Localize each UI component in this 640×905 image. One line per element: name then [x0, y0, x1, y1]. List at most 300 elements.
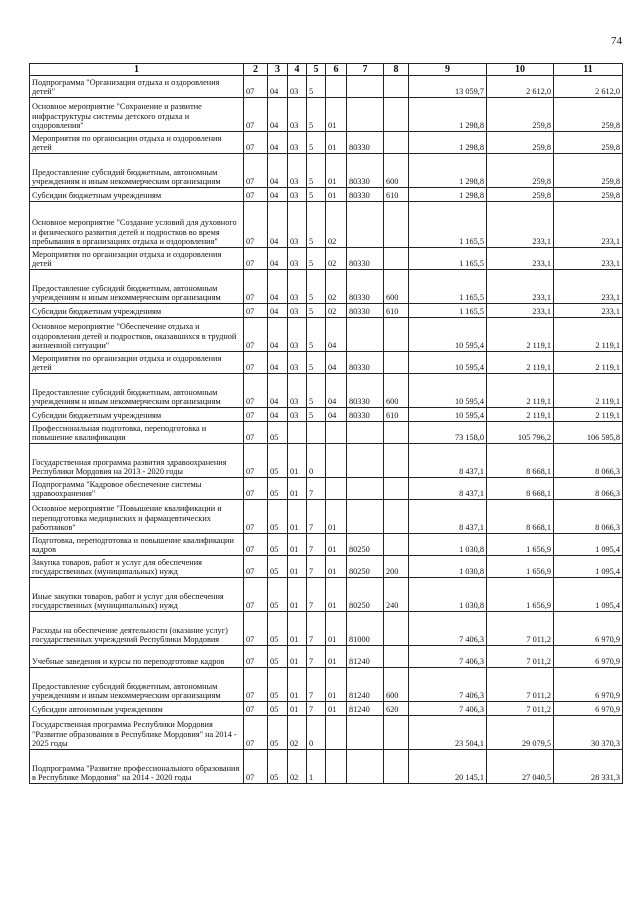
- row-label: Государственная программа Республики Мордовия "Развитие образования в Республике Мордовия" на 2014 - 2025 годы: [30, 716, 244, 750]
- code-cell: 04: [268, 304, 288, 318]
- code-cell: 01: [288, 444, 307, 478]
- amount-cell: 2 612,0: [487, 76, 554, 98]
- amount-cell: 7 011,2: [487, 612, 554, 646]
- code-cell: 07: [244, 76, 268, 98]
- code-cell: 7: [307, 578, 326, 612]
- code-cell: [288, 422, 307, 444]
- amount-cell: 259,8: [554, 98, 623, 132]
- code-cell: 600: [384, 668, 409, 702]
- row-label: Субсидии бюджетным учреждениям: [30, 408, 244, 422]
- code-cell: 01: [326, 500, 347, 534]
- code-cell: 80250: [347, 534, 384, 556]
- amount-cell: 105 796,2: [487, 422, 554, 444]
- code-cell: 04: [326, 352, 347, 374]
- code-cell: 02: [288, 716, 307, 750]
- table-row: [30, 270, 623, 304]
- amount-cell: 233,1: [487, 248, 554, 270]
- row-label: Основное мероприятие "Повышение квалификации и переподготовка медицинских и фармацевтических работников": [30, 500, 244, 534]
- code-cell: 07: [244, 750, 268, 784]
- amount-cell: 233,1: [554, 248, 623, 270]
- amount-cell: 29 079,5: [487, 716, 554, 750]
- code-cell: 7: [307, 500, 326, 534]
- code-cell: 07: [244, 374, 268, 408]
- code-cell: 05: [268, 556, 288, 578]
- code-cell: 07: [244, 202, 268, 248]
- row-label: Закупка товаров, работ и услуг для обеспечения государственных (муниципальных) нужд: [30, 556, 244, 578]
- code-cell: [384, 534, 409, 556]
- amount-cell: 6 970,9: [554, 646, 623, 668]
- amount-cell: 10 595,4: [409, 374, 487, 408]
- code-cell: 07: [244, 188, 268, 202]
- code-cell: [326, 478, 347, 500]
- row-label: Подпрограмма "Организация отдыха и оздоровления детей": [30, 76, 244, 98]
- row-label: Субсидии автономным учреждениям: [30, 702, 244, 716]
- code-cell: 07: [244, 534, 268, 556]
- code-cell: 5: [307, 374, 326, 408]
- code-cell: [384, 76, 409, 98]
- code-cell: 80330: [347, 248, 384, 270]
- table-row: [30, 408, 623, 422]
- amount-cell: 1 165,5: [409, 304, 487, 318]
- code-cell: 07: [244, 612, 268, 646]
- table-header-row: [30, 64, 623, 76]
- code-cell: [326, 76, 347, 98]
- code-cell: [307, 422, 326, 444]
- code-cell: 7: [307, 534, 326, 556]
- code-cell: 7: [307, 612, 326, 646]
- amount-cell: 1 656,9: [487, 556, 554, 578]
- code-cell: [347, 500, 384, 534]
- code-cell: [384, 500, 409, 534]
- code-cell: 80330: [347, 154, 384, 188]
- code-cell: 80330: [347, 188, 384, 202]
- code-cell: 01: [288, 500, 307, 534]
- code-cell: 07: [244, 318, 268, 352]
- code-cell: 07: [244, 98, 268, 132]
- code-cell: [347, 318, 384, 352]
- amount-cell: 1 165,5: [409, 202, 487, 248]
- code-cell: 04: [268, 76, 288, 98]
- code-cell: 01: [326, 646, 347, 668]
- amount-cell: 1 030,8: [409, 578, 487, 612]
- code-cell: [384, 352, 409, 374]
- code-cell: 7: [307, 478, 326, 500]
- amount-cell: 259,8: [487, 98, 554, 132]
- code-cell: [347, 422, 384, 444]
- row-label: Предоставление субсидий бюджетным, автономным учреждениям и иным некоммерческим организациям: [30, 374, 244, 408]
- amount-cell: 259,8: [554, 154, 623, 188]
- table-row: [30, 374, 623, 408]
- amount-cell: 7 011,2: [487, 702, 554, 716]
- code-cell: [384, 444, 409, 478]
- code-cell: [347, 202, 384, 248]
- amount-cell: 259,8: [487, 188, 554, 202]
- code-cell: 05: [268, 668, 288, 702]
- code-cell: 04: [268, 270, 288, 304]
- code-cell: 01: [326, 98, 347, 132]
- code-cell: 04: [268, 132, 288, 154]
- code-cell: 07: [244, 444, 268, 478]
- row-label: Иные закупки товаров, работ и услуг для обеспечения государственных (муниципальных) нужд: [30, 578, 244, 612]
- table-row: [30, 612, 623, 646]
- table-row: [30, 188, 623, 202]
- code-cell: 04: [268, 98, 288, 132]
- code-cell: 03: [288, 98, 307, 132]
- code-cell: 01: [326, 534, 347, 556]
- table-row: [30, 556, 623, 578]
- code-cell: 200: [384, 556, 409, 578]
- amount-cell: 2 119,1: [487, 318, 554, 352]
- amount-cell: 7 406,3: [409, 668, 487, 702]
- code-cell: [326, 444, 347, 478]
- code-cell: [384, 478, 409, 500]
- amount-cell: 8 668,1: [487, 444, 554, 478]
- code-cell: 07: [244, 304, 268, 318]
- amount-cell: 8 668,1: [487, 478, 554, 500]
- code-cell: 07: [244, 702, 268, 716]
- amount-cell: 233,1: [487, 202, 554, 248]
- code-cell: 05: [268, 478, 288, 500]
- code-cell: 5: [307, 318, 326, 352]
- code-cell: 5: [307, 98, 326, 132]
- code-cell: 5: [307, 408, 326, 422]
- code-cell: 80330: [347, 304, 384, 318]
- amount-cell: 8 437,1: [409, 444, 487, 478]
- row-label: Мероприятия по организации отдыха и оздоровления детей: [30, 352, 244, 374]
- amount-cell: 6 970,9: [554, 612, 623, 646]
- amount-cell: 6 970,9: [554, 702, 623, 716]
- page-number: 74: [611, 35, 622, 47]
- code-cell: 5: [307, 154, 326, 188]
- table-row: [30, 702, 623, 716]
- code-cell: 01: [326, 612, 347, 646]
- code-cell: 01: [326, 556, 347, 578]
- budget-table: [29, 63, 623, 784]
- code-cell: 5: [307, 76, 326, 98]
- amount-cell: 1 165,5: [409, 248, 487, 270]
- amount-cell: 10 595,4: [409, 352, 487, 374]
- amount-cell: 30 370,3: [554, 716, 623, 750]
- code-cell: 07: [244, 500, 268, 534]
- header-cell: 2: [244, 64, 268, 76]
- table-row: [30, 668, 623, 702]
- code-cell: 03: [288, 374, 307, 408]
- amount-cell: 2 612,0: [554, 76, 623, 98]
- code-cell: 02: [288, 750, 307, 784]
- code-cell: 02: [326, 304, 347, 318]
- code-cell: 05: [268, 500, 288, 534]
- code-cell: 7: [307, 556, 326, 578]
- code-cell: 600: [384, 374, 409, 408]
- code-cell: 07: [244, 352, 268, 374]
- amount-cell: 10 595,4: [409, 408, 487, 422]
- code-cell: [384, 248, 409, 270]
- table-row: [30, 716, 623, 750]
- code-cell: 04: [268, 202, 288, 248]
- amount-cell: 106 595,8: [554, 422, 623, 444]
- code-cell: 5: [307, 188, 326, 202]
- amount-cell: 1 095,4: [554, 556, 623, 578]
- amount-cell: 2 119,1: [487, 374, 554, 408]
- code-cell: 03: [288, 132, 307, 154]
- code-cell: 03: [288, 318, 307, 352]
- code-cell: 04: [326, 318, 347, 352]
- code-cell: 04: [326, 408, 347, 422]
- code-cell: [384, 716, 409, 750]
- code-cell: 7: [307, 668, 326, 702]
- code-cell: 05: [268, 534, 288, 556]
- code-cell: 03: [288, 154, 307, 188]
- code-cell: 07: [244, 422, 268, 444]
- code-cell: 80330: [347, 132, 384, 154]
- code-cell: 01: [326, 578, 347, 612]
- header-cell: 11: [554, 64, 623, 76]
- header-cell: 1: [30, 64, 244, 76]
- row-label: Основное мероприятие "Создание условий для духовного и физического развития детей и подростков во время пребывания в организациях отдыха и оздоровления": [30, 202, 244, 248]
- amount-cell: 10 595,4: [409, 318, 487, 352]
- code-cell: 81240: [347, 646, 384, 668]
- row-label: Учебные заведения и курсы по переподготовке кадров: [30, 646, 244, 668]
- amount-cell: 1 030,8: [409, 556, 487, 578]
- code-cell: 610: [384, 188, 409, 202]
- code-cell: [384, 750, 409, 784]
- row-label: Профессиональная подготовка, переподготовка и повышение квалификации: [30, 422, 244, 444]
- code-cell: 07: [244, 668, 268, 702]
- code-cell: [384, 612, 409, 646]
- code-cell: 05: [268, 422, 288, 444]
- amount-cell: 8 066,3: [554, 444, 623, 478]
- table-row: [30, 132, 623, 154]
- amount-cell: 233,1: [554, 270, 623, 304]
- row-label: Расходы на обеспечение деятельности (оказание услуг) государственных учреждений Республики Мордовия: [30, 612, 244, 646]
- code-cell: 02: [326, 270, 347, 304]
- code-cell: 02: [326, 202, 347, 248]
- code-cell: 80250: [347, 556, 384, 578]
- code-cell: [384, 132, 409, 154]
- header-cell: 6: [326, 64, 347, 76]
- code-cell: 04: [268, 352, 288, 374]
- row-label: Основное мероприятие "Сохранение и развитие инфраструктуры системы детского отдыха и оздоровления": [30, 98, 244, 132]
- amount-cell: 1 095,4: [554, 578, 623, 612]
- code-cell: 07: [244, 408, 268, 422]
- amount-cell: 259,8: [554, 132, 623, 154]
- row-label: Мероприятия по организации отдыха и оздоровления детей: [30, 132, 244, 154]
- code-cell: 04: [268, 248, 288, 270]
- code-cell: 03: [288, 352, 307, 374]
- code-cell: [384, 422, 409, 444]
- code-cell: 80330: [347, 374, 384, 408]
- code-cell: 05: [268, 750, 288, 784]
- code-cell: 04: [268, 318, 288, 352]
- code-cell: 04: [326, 374, 347, 408]
- code-cell: 07: [244, 270, 268, 304]
- code-cell: 03: [288, 202, 307, 248]
- code-cell: 07: [244, 154, 268, 188]
- code-cell: 0: [307, 716, 326, 750]
- amount-cell: 6 970,9: [554, 668, 623, 702]
- code-cell: 81000: [347, 612, 384, 646]
- code-cell: 7: [307, 702, 326, 716]
- code-cell: 04: [268, 408, 288, 422]
- code-cell: 03: [288, 408, 307, 422]
- code-cell: 600: [384, 154, 409, 188]
- table-row: [30, 646, 623, 668]
- table-row: [30, 248, 623, 270]
- code-cell: 04: [268, 374, 288, 408]
- code-cell: 80330: [347, 270, 384, 304]
- amount-cell: 8 437,1: [409, 478, 487, 500]
- amount-cell: 259,8: [487, 132, 554, 154]
- amount-cell: 2 119,1: [554, 318, 623, 352]
- row-label: Предоставление субсидий бюджетным, автономным учреждениям и иным некоммерческим организациям: [30, 668, 244, 702]
- code-cell: 01: [288, 578, 307, 612]
- code-cell: 5: [307, 270, 326, 304]
- code-cell: 01: [288, 702, 307, 716]
- amount-cell: 1 030,8: [409, 534, 487, 556]
- amount-cell: 28 331,3: [554, 750, 623, 784]
- code-cell: 01: [288, 556, 307, 578]
- amount-cell: 13 059,7: [409, 76, 487, 98]
- code-cell: 620: [384, 702, 409, 716]
- code-cell: [384, 318, 409, 352]
- code-cell: 07: [244, 248, 268, 270]
- code-cell: 01: [326, 154, 347, 188]
- header-cell: 10: [487, 64, 554, 76]
- code-cell: 81240: [347, 702, 384, 716]
- code-cell: [326, 716, 347, 750]
- amount-cell: 8 066,3: [554, 500, 623, 534]
- code-cell: [384, 646, 409, 668]
- row-label: Субсидии бюджетным учреждениям: [30, 188, 244, 202]
- table-row: [30, 534, 623, 556]
- amount-cell: 8 668,1: [487, 500, 554, 534]
- amount-cell: 20 145,1: [409, 750, 487, 784]
- code-cell: 80330: [347, 352, 384, 374]
- code-cell: 01: [326, 668, 347, 702]
- code-cell: 05: [268, 702, 288, 716]
- table-row: [30, 98, 623, 132]
- row-label: Государственная программа развития здравоохранения Республики Мордовия на 2013 - 2020 годы: [30, 444, 244, 478]
- table-row: [30, 202, 623, 248]
- amount-cell: 1 298,8: [409, 132, 487, 154]
- amount-cell: 233,1: [487, 304, 554, 318]
- code-cell: 04: [268, 154, 288, 188]
- code-cell: 07: [244, 646, 268, 668]
- header-cell: 4: [288, 64, 307, 76]
- code-cell: 01: [326, 188, 347, 202]
- code-cell: 1: [307, 750, 326, 784]
- amount-cell: 8 437,1: [409, 500, 487, 534]
- code-cell: 80330: [347, 408, 384, 422]
- code-cell: 07: [244, 556, 268, 578]
- header-cell: 7: [347, 64, 384, 76]
- code-cell: 07: [244, 578, 268, 612]
- amount-cell: 73 158,0: [409, 422, 487, 444]
- row-label: Мероприятия по организации отдыха и оздоровления детей: [30, 248, 244, 270]
- code-cell: 01: [288, 646, 307, 668]
- code-cell: 05: [268, 444, 288, 478]
- amount-cell: 8 066,3: [554, 478, 623, 500]
- code-cell: [347, 76, 384, 98]
- header-cell: 5: [307, 64, 326, 76]
- code-cell: 01: [288, 534, 307, 556]
- code-cell: 04: [268, 188, 288, 202]
- code-cell: 0: [307, 444, 326, 478]
- amount-cell: 1 095,4: [554, 534, 623, 556]
- code-cell: 01: [326, 132, 347, 154]
- amount-cell: 2 119,1: [554, 352, 623, 374]
- amount-cell: 7 406,3: [409, 612, 487, 646]
- header-cell: 3: [268, 64, 288, 76]
- table-row: [30, 578, 623, 612]
- code-cell: 05: [268, 716, 288, 750]
- amount-cell: 1 298,8: [409, 98, 487, 132]
- table-row: [30, 352, 623, 374]
- table-row: [30, 478, 623, 500]
- code-cell: [326, 422, 347, 444]
- amount-cell: 2 119,1: [554, 408, 623, 422]
- amount-cell: 23 504,1: [409, 716, 487, 750]
- code-cell: 5: [307, 248, 326, 270]
- code-cell: 07: [244, 716, 268, 750]
- code-cell: 610: [384, 408, 409, 422]
- code-cell: 01: [288, 612, 307, 646]
- table-row: [30, 154, 623, 188]
- amount-cell: 7 011,2: [487, 646, 554, 668]
- table-row: [30, 500, 623, 534]
- amount-cell: 1 656,9: [487, 534, 554, 556]
- code-cell: 07: [244, 132, 268, 154]
- amount-cell: 1 298,8: [409, 188, 487, 202]
- table-row: [30, 304, 623, 318]
- code-cell: [347, 444, 384, 478]
- header-cell: 8: [384, 64, 409, 76]
- amount-cell: 233,1: [554, 304, 623, 318]
- code-cell: [384, 98, 409, 132]
- amount-cell: 1 165,5: [409, 270, 487, 304]
- code-cell: 01: [326, 702, 347, 716]
- code-cell: [384, 202, 409, 248]
- code-cell: 5: [307, 304, 326, 318]
- amount-cell: 7 406,3: [409, 702, 487, 716]
- code-cell: 03: [288, 248, 307, 270]
- amount-cell: 7 406,3: [409, 646, 487, 668]
- code-cell: 01: [288, 478, 307, 500]
- code-cell: 05: [268, 612, 288, 646]
- code-cell: 03: [288, 188, 307, 202]
- header-cell: 9: [409, 64, 487, 76]
- amount-cell: 2 119,1: [554, 374, 623, 408]
- code-cell: 600: [384, 270, 409, 304]
- code-cell: 01: [288, 668, 307, 702]
- table-row: [30, 750, 623, 784]
- code-cell: [347, 716, 384, 750]
- table-row: [30, 318, 623, 352]
- amount-cell: 2 119,1: [487, 408, 554, 422]
- code-cell: 80250: [347, 578, 384, 612]
- code-cell: 7: [307, 646, 326, 668]
- code-cell: [347, 750, 384, 784]
- code-cell: 07: [244, 478, 268, 500]
- code-cell: 81240: [347, 668, 384, 702]
- code-cell: [347, 478, 384, 500]
- code-cell: 5: [307, 132, 326, 154]
- code-cell: 05: [268, 578, 288, 612]
- row-label: Подпрограмма "Развитие профессионального образования в Республике Мордовия" на 2014 - 2020 годы: [30, 750, 244, 784]
- row-label: Основное мероприятие "Обеспечение отдыха и оздоровления детей и подростков, оказавшихся в трудной жизненной ситуации": [30, 318, 244, 352]
- code-cell: 03: [288, 304, 307, 318]
- amount-cell: 233,1: [554, 202, 623, 248]
